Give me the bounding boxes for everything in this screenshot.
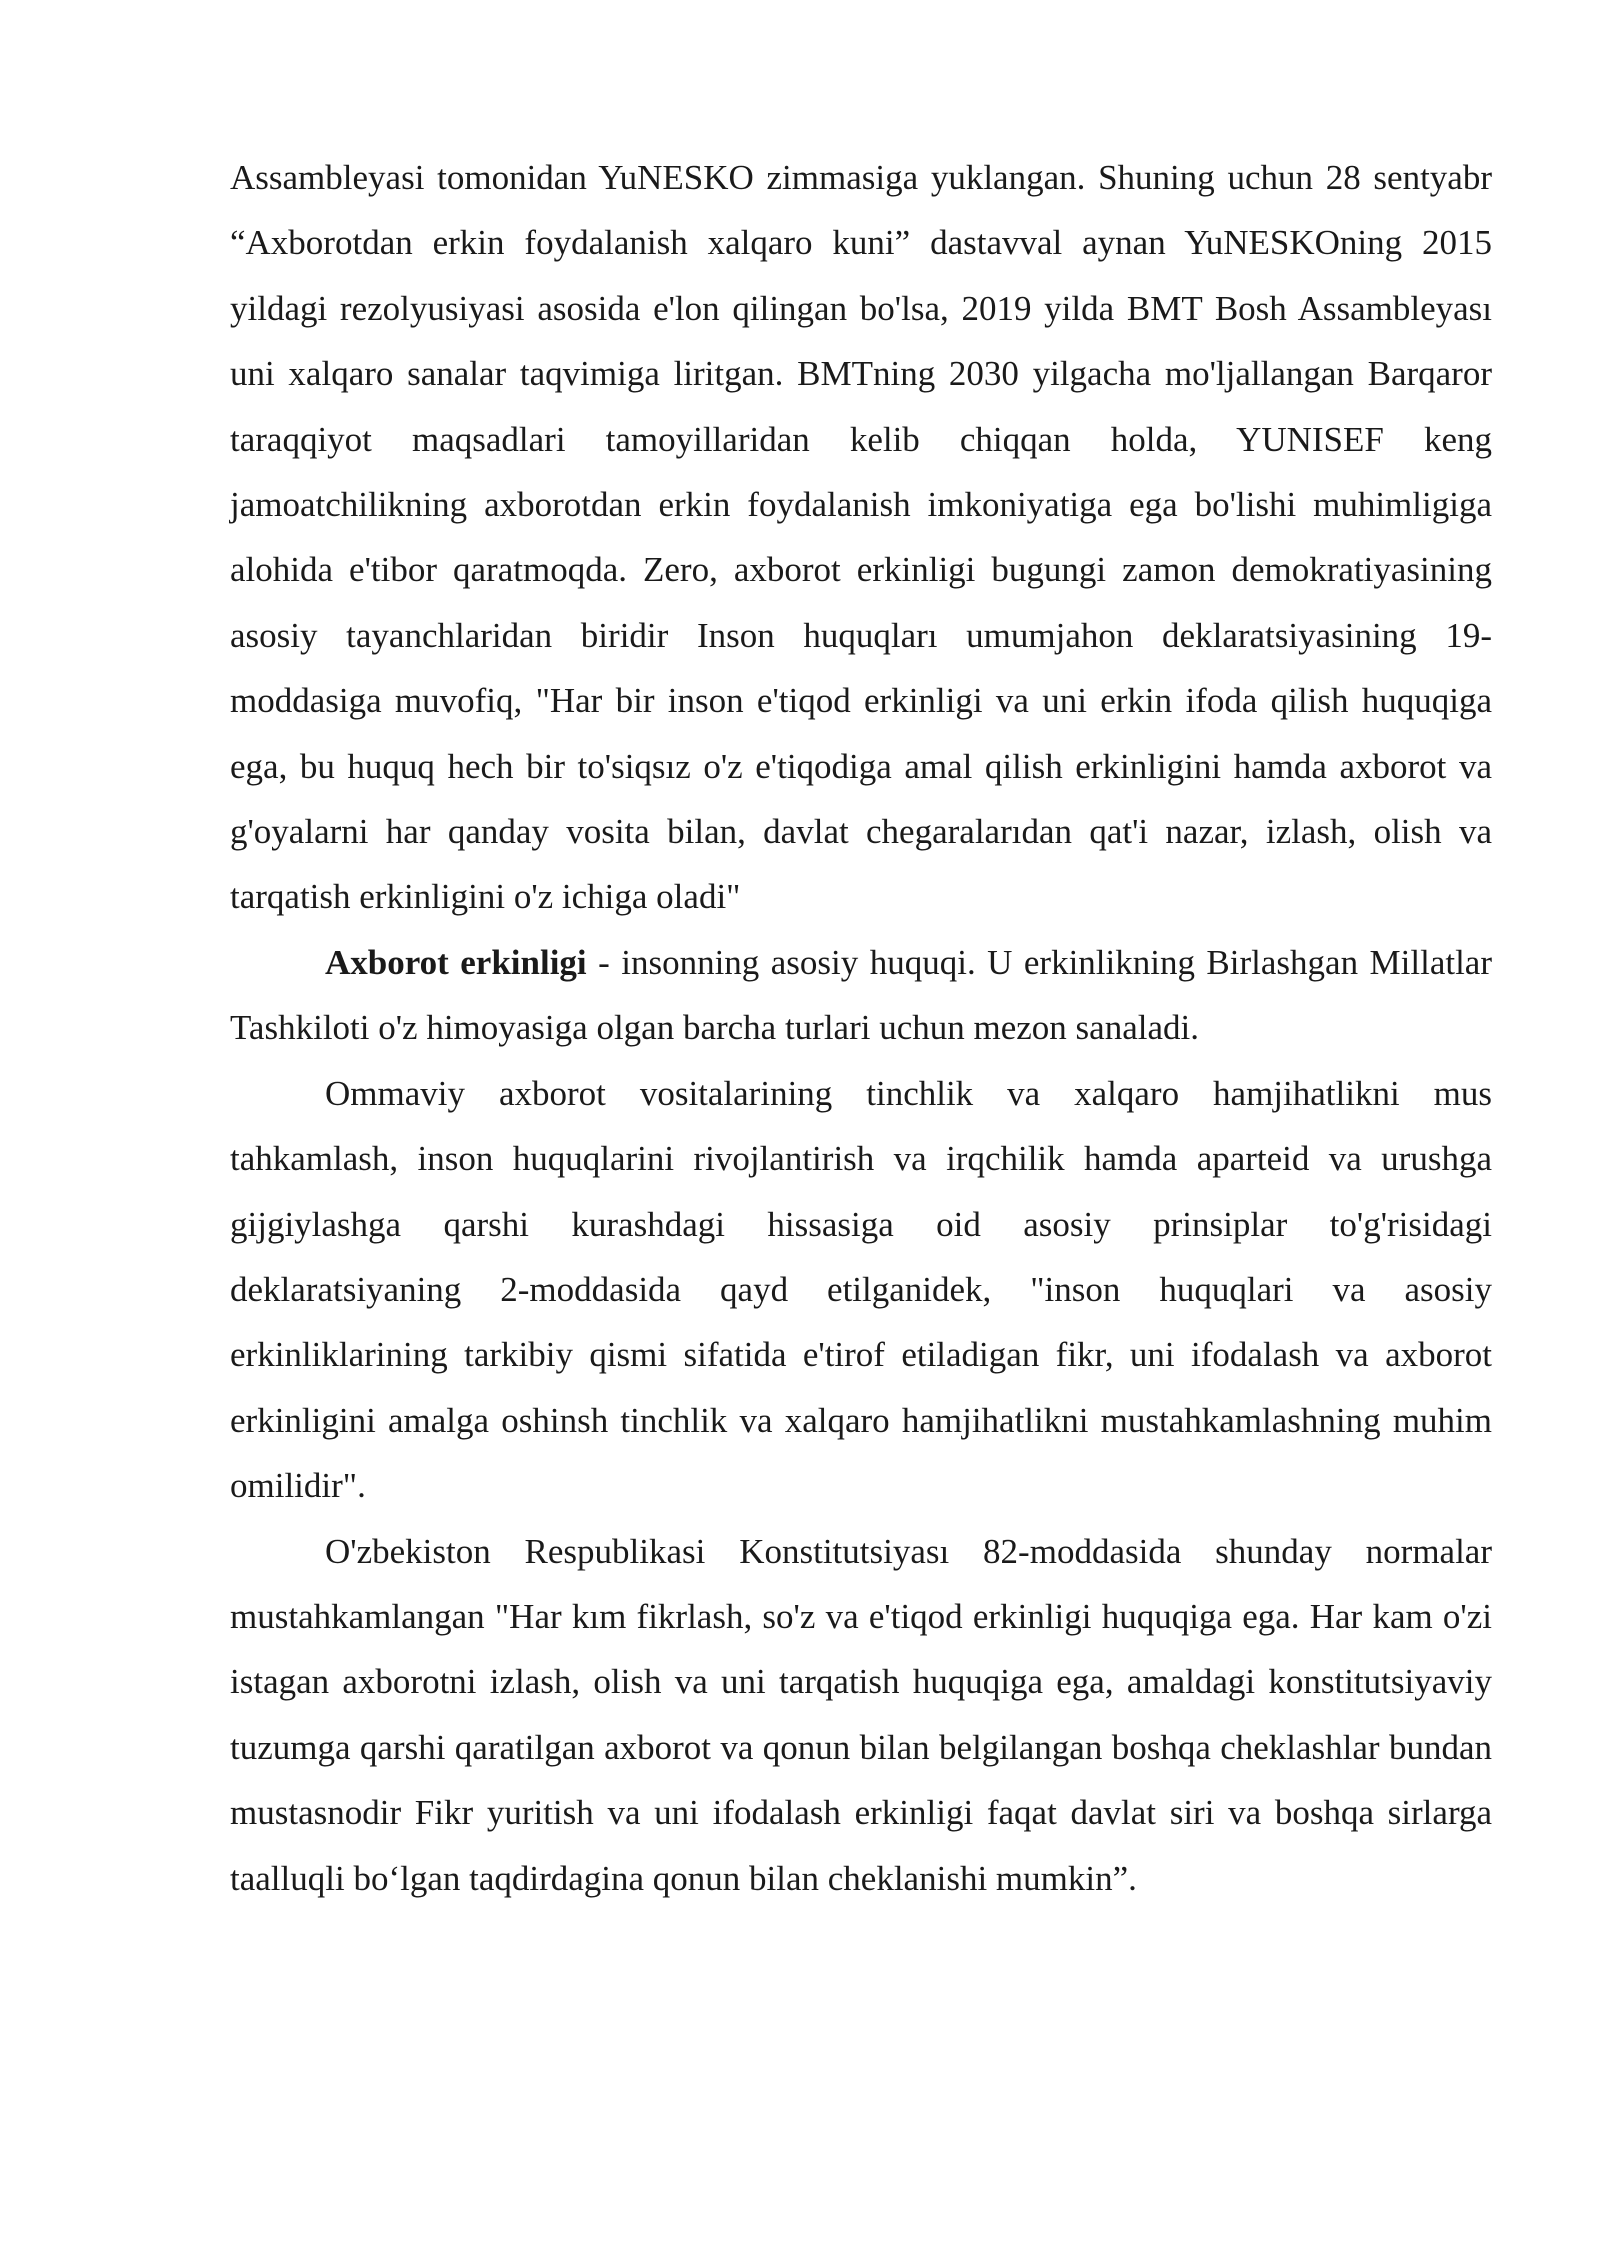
paragraph-1: Assambleyasi tomonidan YuNESKO zimmasiga yuklangan. Shuning uchun 28 sentyabr “Axborotdan erkin foydalanish xalqaro kuni” dastavval aynan YuNESKOning 2015 yildagi rezolyusiyasi asosida e'lon qilingan bo'lsa, 2019 yilda BMT Bosh Assambleyası uni xalqaro sanalar taqvimiga liritgan. BMTning 2030 yilgacha mo'ljallangan Barqaror taraqqiyot maqsadlari tamoyillaridan kelib chiqqan holda, YUNISEF keng jamoatchilikning axborotdan erkin foydalanish imkoniyatiga ega bo'lishi muhimligiga alohida e'tibor qaratmoqda. Zero, axborot erkinligi bugungi zamon demokratiyasining asosiy tayanchlaridan biridir Inson huquqları umumjahon deklaratsiyasining 19-moddasiga muvofiq, "Har bir inson e'tiqod erkinligi va uni erkin ifoda qilish huquqiga ega, bu huquq hech bir to'siqsız o'z e'tiqodiga amal qilish erkinligini hamda axborot va g'oyalarni har qanday vosita bilan, davlat chegaralarıdan qat'i nazar, izlash, olish va tarqatish erkinligini o'z ichiga oladi" — [230, 158, 1492, 917]
paragraph-4: O'zbekiston Respublikasi Konstitutsiyası 82-moddasida shunday normalar mustahkamlangan "Har kım fikrlash, so'z va e'tiqod erkinligi huquqiga ega. Har kam o'zi istagan axborotni izlash, olish va uni tarqatish huquqiga ega, amaldagi konstitutsiyaviy tuzumga qarshi qaratilgan axborot va qonun bilan belgilangan boshqa cheklashlar bundan mustasnodir Fikr yuritish va uni ifodalash erkinligi faqat davlat siri va boshqa sirlarga taalluqli boʻlgan taqdirdagina qonun bilan cheklanishi mumkin”. — [230, 1531, 1492, 1898]
paragraph-3: Ommaviy axborot vositalarining tinchlik va xalqaro hamjihatlikni mus tahkamlash, inson huquqlarini rivojlantirish va irqchilik hamda aparteid va urushga gijgiylashga qarshi kurashdagi hissasiga oid asosiy prinsiplar to'g'risidagi deklaratsiyaning 2-moddasida qayd etilganidek, "inson huquqlari va asosiy erkinliklarining tarkibiy qismi sifatida e'tirof etiladigan fikr, uni ifodalash va axborot erkinligini amalga oshinsh tinchlik va xalqaro hamjihatlikni mustahkamlashning muhim omilidir". — [230, 1073, 1492, 1506]
body-text — [230, 145, 1492, 1911]
paragraph-2-text: - insonning asosiy huquqi. U erkinlikning Birlashgan Millatlar Tashkiloti o'z himoyasiga olgan barcha turlari uchun mezon sanaladi. — [230, 942, 1492, 1048]
term-axborot-erkinligi: Axborot erkinligi — [325, 942, 587, 982]
paragraph-2 — [230, 930, 1492, 1061]
